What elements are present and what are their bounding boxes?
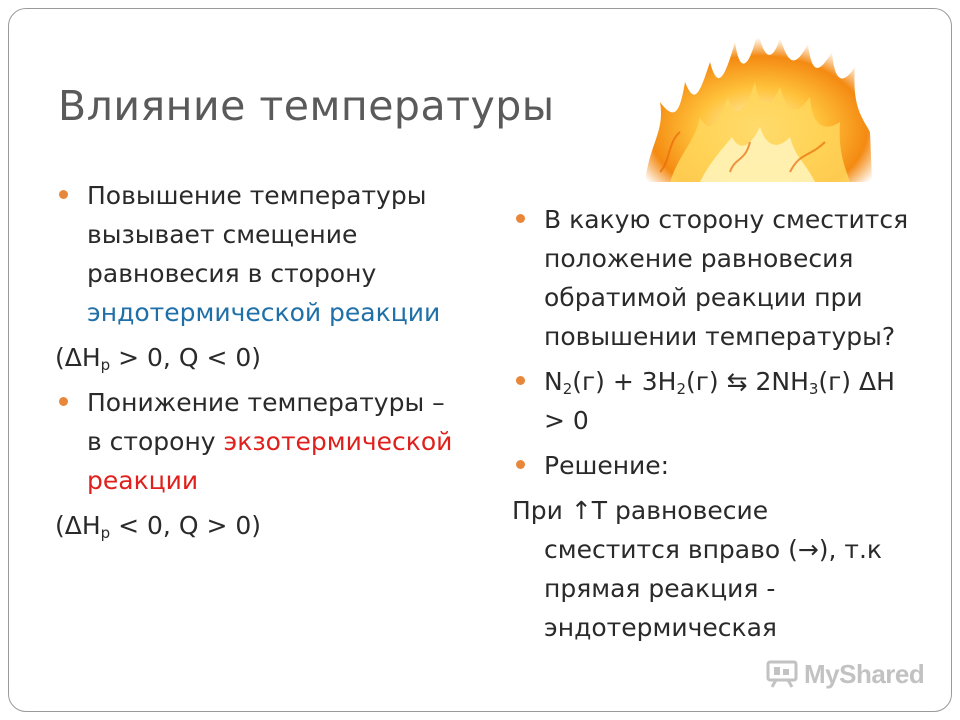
bullet-question [512, 200, 932, 356]
bullet-equation [512, 362, 932, 440]
equation-line [544, 362, 932, 401]
right-column [512, 200, 932, 647]
equation-text: N [544, 367, 563, 396]
text-line: вызывает смещение [87, 220, 358, 249]
watermark [766, 656, 924, 692]
formula-text: (ΔH [55, 511, 101, 540]
formula-text: (ΔH [55, 343, 101, 372]
bullet-dot-icon [59, 397, 68, 406]
equation-subscript: 2 [562, 380, 573, 398]
text-line: Повышение температуры [87, 181, 427, 210]
watermark-text: MyShared [804, 658, 925, 689]
bullet-dot-icon [59, 190, 68, 199]
formula-subscript: р [100, 524, 111, 542]
equation-subscript: 2 [676, 380, 686, 398]
text-line: равновесия в сторону [87, 259, 377, 288]
equation-subscript: 3 [808, 380, 819, 398]
formula-text: > 0, Q < 0) [110, 343, 262, 372]
endothermic-highlight: эндотермической реакции [87, 298, 441, 327]
text-line: обратимой реакции при [544, 283, 863, 312]
equation-text: (г) ΔH [818, 367, 895, 396]
formula-text: < 0, Q > 0) [110, 511, 262, 540]
text-line: положение равновесия [544, 244, 854, 273]
bullet-cooling [55, 383, 500, 500]
bullet-dot-icon [516, 460, 525, 469]
text-line [87, 422, 500, 461]
bullet-solution [512, 446, 932, 485]
bullet-dot-icon [516, 376, 525, 385]
text-line: повышении температуры? [544, 322, 896, 351]
text-line: эндотермическая [544, 613, 777, 642]
formula-heating [55, 338, 500, 377]
exothermic-highlight: реакции [87, 466, 199, 495]
left-column [55, 176, 500, 545]
equation-text: (г) ⇆ 2NH [685, 367, 809, 396]
text-line: В какую сторону сместится [544, 205, 909, 234]
bullet-dot-icon [516, 214, 525, 223]
text-line: Понижение температуры – [87, 388, 445, 417]
formula-cooling [55, 506, 500, 545]
text-line: сместится вправо (→), т.к [544, 535, 883, 564]
solution-label: Решение: [544, 451, 670, 480]
formula-subscript: р [100, 356, 111, 374]
flame-image [640, 22, 875, 184]
presentation-board-icon [766, 659, 800, 689]
text-span: в сторону [87, 427, 224, 456]
equation-text: (г) + 3H [572, 367, 677, 396]
equation-line: > 0 [544, 406, 589, 435]
slide-title: Влияние температуры [58, 82, 555, 130]
exothermic-highlight: экзотермической [223, 427, 453, 456]
bullet-heating [55, 176, 500, 332]
text-line: прямая реакция - [544, 574, 776, 603]
answer-block [512, 491, 932, 647]
text-line: При ↑T равновесие [512, 496, 769, 525]
